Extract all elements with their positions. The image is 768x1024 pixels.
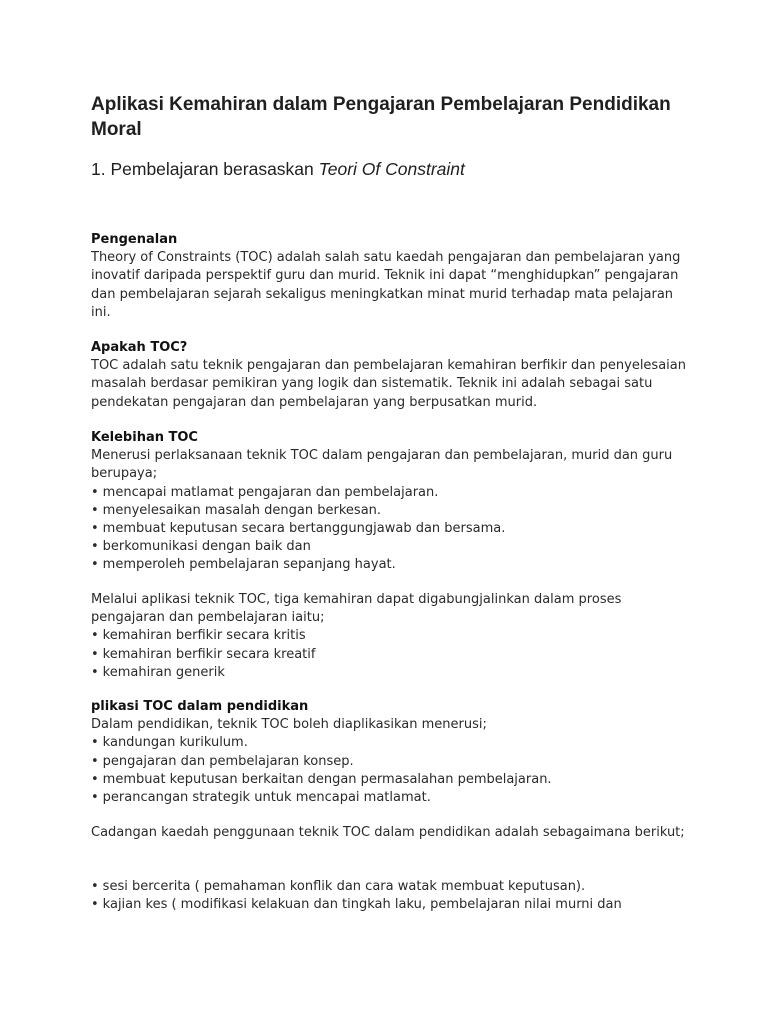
section-intro: Cadangan kaedah penggunaan teknik TOC dalam pendidikan adalah sebagaimana berikut;: [91, 825, 685, 840]
bullet: •: [91, 502, 99, 518]
list-item: [91, 789, 691, 807]
bullet: •: [91, 790, 99, 806]
section-body: Theory of Constraints (TOC) adalah salah satu kaedah pengajaran dan pembelajaran yang inovatif daripada perspektif guru dan murid. Teknik ini dapat “menghidupkan” pengajaran dan pembelajaran sejarah sekaligus meningkatkan minat murid terhadap mata pelajaran ini.: [91, 250, 681, 320]
list-item-text: kemahiran generik: [102, 664, 225, 680]
bullet: •: [91, 557, 99, 573]
bullet: •: [91, 897, 99, 913]
list-item-text: mencapai matlamat pengajaran dan pembelajaran.: [102, 484, 439, 500]
list-item: [91, 753, 691, 771]
bullet: •: [91, 484, 99, 500]
bullet: •: [91, 628, 99, 644]
list-item: [91, 734, 691, 752]
list-item: [91, 538, 691, 556]
list-item: [91, 878, 691, 896]
bullet: •: [91, 664, 99, 680]
section-pengenalan: [91, 231, 691, 322]
list-item-text: kandungan kurikulum.: [102, 735, 248, 751]
list-item: [91, 520, 691, 538]
section-intro: Dalam pendidikan, teknik TOC boleh diaplikasikan menerusi;: [91, 717, 487, 733]
list-item-text: kemahiran berfikir secara kritis: [102, 628, 306, 644]
bullet: •: [91, 646, 99, 662]
section-apakah-toc: [91, 339, 691, 412]
list-item-text: memperoleh pembelajaran sepanjang hayat.: [102, 557, 396, 573]
cadangan-list: [91, 878, 691, 914]
list-item: [91, 771, 691, 789]
bullet: •: [91, 539, 99, 555]
section-heading: Apakah TOC?: [91, 340, 188, 355]
list-item-text: berkomunikasi dengan baik dan: [102, 539, 311, 555]
section-kemahiran: [91, 591, 691, 682]
aplikasi-list: [91, 734, 691, 807]
list-item: [91, 627, 691, 645]
bullet: •: [91, 735, 99, 751]
list-item-text: sesi bercerita ( pemahaman konflik dan cara watak membuat keputusan).: [102, 879, 586, 894]
document-title: Aplikasi Kemahiran dalam Pengajaran Pembelajaran Pendidikan Moral: [91, 94, 671, 140]
list-item: [91, 484, 691, 502]
section-aplikasi-toc: [91, 698, 691, 807]
list-item-text: perancangan strategik untuk mencapai matlamat.: [102, 790, 431, 806]
list-item-text: kajian kes ( modifikasi kelakuan dan tingkah laku, pembelajaran nilai murni dan: [102, 897, 622, 913]
bullet: •: [91, 879, 99, 894]
list-item: [91, 664, 691, 682]
kelebihan-list: [91, 484, 691, 575]
section-heading: plikasi TOC dalam pendidikan: [91, 699, 309, 714]
subtitle-emphasis: Teori Of Constraint: [318, 159, 465, 179]
list-item: [91, 556, 691, 574]
list-item-text: kemahiran berfikir secara kreatif: [102, 646, 316, 662]
list-item-text: membuat keputusan secara bertanggungjawab dan bersama.: [102, 521, 506, 537]
section-intro: Melalui aplikasi teknik TOC, tiga kemahiran dapat digabungjalinkan dalam proses pengajaran dan pembelajaran iaitu;: [91, 592, 622, 626]
list-item: [91, 646, 691, 664]
list-item: [91, 502, 691, 520]
list-item: [91, 896, 691, 914]
section-heading: Kelebihan TOC: [91, 430, 198, 445]
section-body: TOC adalah satu teknik pengajaran dan pembelajaran kemahiran berfikir dan penyelesaian masalah berdasar pemikiran yang logik dan sistematik. Teknik ini adalah sebagai satu pendekatan pengajaran dan pembelajaran yang berpusatkan murid.: [91, 358, 686, 410]
document-subtitle: [91, 157, 691, 181]
subtitle-prefix: 1. Pembelajaran berasaskan: [91, 159, 319, 179]
section-intro: Menerusi perlaksanaan teknik TOC dalam pengajaran dan pembelajaran, murid dan guru berupaya;: [91, 448, 673, 482]
list-item-text: pengajaran dan pembelajaran konsep.: [102, 753, 354, 769]
cadangan-list-block: [91, 878, 691, 914]
kemahiran-list: [91, 627, 691, 682]
list-item-text: membuat keputusan berkaitan dengan permasalahan pembelajaran.: [102, 771, 552, 787]
bullet: •: [91, 771, 99, 787]
bullet: •: [91, 753, 99, 769]
section-kelebihan-toc: [91, 429, 691, 575]
list-item-text: menyelesaikan masalah dengan berkesan.: [102, 502, 382, 518]
bullet: •: [91, 521, 99, 537]
section-cadangan: [91, 824, 691, 842]
section-heading: Pengenalan: [91, 232, 178, 247]
